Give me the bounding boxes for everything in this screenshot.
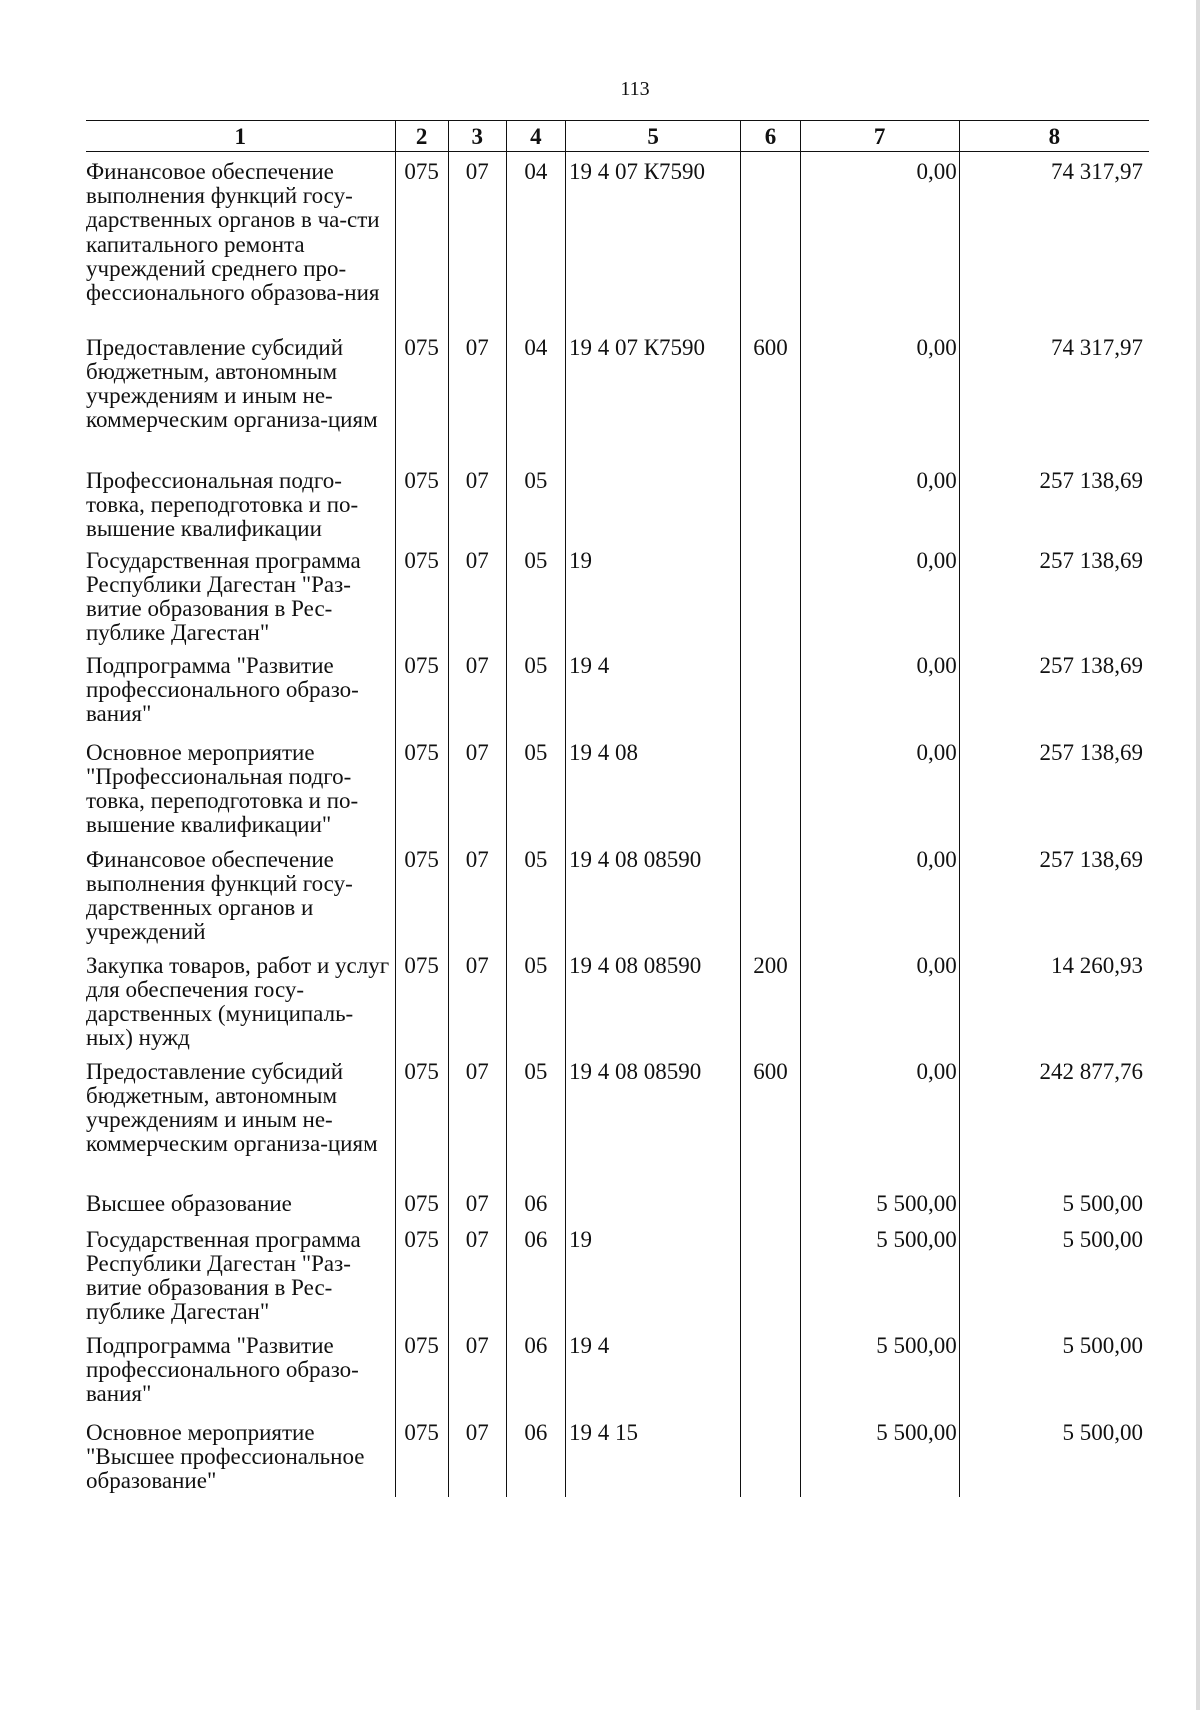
row-amount-8: 5 500,00 <box>959 1184 1149 1220</box>
row-subsection-code: 06 <box>506 1220 565 1326</box>
table-body <box>86 152 1149 1497</box>
row-expense-type: 600 <box>741 328 800 461</box>
row-name: Государственная программа Республики Дагестан "Раз-витие образования в Рес-публике Дагестан" <box>86 1227 361 1325</box>
row-subsection-code: 06 <box>506 1184 565 1220</box>
row-name: Государственная программа Республики Дагестан "Раз-витие образования в Рес-публике Дагестан" <box>86 548 361 646</box>
row-target-code: 19 4 15 <box>565 1413 740 1497</box>
row-admin-code: 075 <box>395 1184 448 1220</box>
row-admin-code: 075 <box>395 541 448 646</box>
row-subsection-code: 05 <box>506 946 565 1052</box>
row-name: Финансовое обеспечение выполнения функций госу-дарственных органов в ча-сти капитального ремонта учреждений среднего про-фессионального образова-ния <box>86 159 380 305</box>
row-target-code: 19 4 08 08590 <box>565 840 740 946</box>
header-col-8: 8 <box>959 121 1149 152</box>
row-section-code: 07 <box>448 1184 506 1220</box>
table-row <box>86 328 1149 461</box>
row-section-code: 07 <box>448 646 506 733</box>
row-name: Подпрограмма "Развитие профессионального образо-вания" <box>86 653 359 727</box>
row-expense-type: 600 <box>741 1052 800 1184</box>
row-expense-type <box>741 1326 800 1413</box>
row-target-code: 19 4 08 08590 <box>565 1052 740 1184</box>
row-admin-code: 075 <box>395 152 448 328</box>
row-admin-code: 075 <box>395 1052 448 1184</box>
row-admin-code: 075 <box>395 840 448 946</box>
row-subsection-code: 05 <box>506 541 565 646</box>
row-amount-8: 74 317,97 <box>959 328 1149 461</box>
row-expense-type <box>741 646 800 733</box>
row-subsection-code: 04 <box>506 328 565 461</box>
row-amount-7: 0,00 <box>800 733 959 840</box>
row-amount-7: 0,00 <box>800 328 959 461</box>
row-section-code: 07 <box>448 840 506 946</box>
header-col-7: 7 <box>800 121 959 152</box>
row-amount-7: 0,00 <box>800 461 959 541</box>
table-row <box>86 946 1149 1052</box>
row-subsection-code: 05 <box>506 1052 565 1184</box>
row-section-code: 07 <box>448 1413 506 1497</box>
row-subsection-code: 06 <box>506 1326 565 1413</box>
row-section-code: 07 <box>448 1052 506 1184</box>
table-row <box>86 646 1149 733</box>
row-name: Предоставление субсидий бюджетным, автономным учреждениям и иным не-коммерческим организа-циям <box>86 334 378 433</box>
row-target-code: 19 4 08 <box>565 733 740 840</box>
row-name: Закупка товаров, работ и услуг для обеспечения госу-дарственных (муниципаль-ных) нужд <box>86 953 390 1051</box>
row-amount-8: 5 500,00 <box>959 1413 1149 1497</box>
row-section-code: 07 <box>448 152 506 328</box>
row-admin-code: 075 <box>395 461 448 541</box>
row-expense-type <box>741 152 800 328</box>
row-amount-8: 5 500,00 <box>959 1220 1149 1326</box>
row-admin-code: 075 <box>395 646 448 733</box>
table-row <box>86 152 1149 328</box>
row-amount-7: 0,00 <box>800 946 959 1052</box>
row-amount-7: 0,00 <box>800 646 959 733</box>
row-name: Подпрограмма "Развитие профессионального образо-вания" <box>86 1333 359 1407</box>
row-amount-7: 0,00 <box>800 541 959 646</box>
table-row <box>86 1220 1149 1326</box>
row-amount-8: 257 138,69 <box>959 733 1149 840</box>
table-row <box>86 840 1149 946</box>
row-amount-8: 257 138,69 <box>959 840 1149 946</box>
row-admin-code: 075 <box>395 1326 448 1413</box>
row-name: Финансовое обеспечение выполнения функций госу-дарственных органов и учреждений <box>86 847 353 945</box>
row-admin-code: 075 <box>395 1413 448 1497</box>
row-section-code: 07 <box>448 1326 506 1413</box>
row-section-code: 07 <box>448 1220 506 1326</box>
row-name: Основное мероприятие "Профессиональная подго-товка, переподготовка и по-вышение квалификации" <box>86 740 359 838</box>
row-section-code: 07 <box>448 946 506 1052</box>
table-row <box>86 733 1149 840</box>
header-col-2: 2 <box>395 121 448 152</box>
budget-table <box>86 120 1149 1497</box>
row-amount-7: 5 500,00 <box>800 1220 959 1326</box>
row-admin-code: 075 <box>395 946 448 1052</box>
row-expense-type <box>741 840 800 946</box>
header-col-5: 5 <box>565 121 740 152</box>
row-admin-code: 075 <box>395 1220 448 1326</box>
row-target-code: 19 4 <box>565 646 740 733</box>
row-subsection-code: 06 <box>506 1413 565 1497</box>
row-expense-type: 200 <box>741 946 800 1052</box>
row-amount-8: 257 138,69 <box>959 461 1149 541</box>
row-admin-code: 075 <box>395 733 448 840</box>
row-target-code: 19 <box>565 541 740 646</box>
header-col-4: 4 <box>506 121 565 152</box>
row-target-code: 19 <box>565 1220 740 1326</box>
header-row <box>86 121 1149 152</box>
row-expense-type <box>741 1184 800 1220</box>
table-row <box>86 1413 1149 1497</box>
row-amount-7: 0,00 <box>800 840 959 946</box>
row-subsection-code: 05 <box>506 840 565 946</box>
table-row <box>86 1052 1149 1184</box>
row-section-code: 07 <box>448 461 506 541</box>
row-amount-8: 242 877,76 <box>959 1052 1149 1184</box>
row-amount-8: 14 260,93 <box>959 946 1149 1052</box>
row-expense-type <box>741 541 800 646</box>
table-header <box>86 121 1149 152</box>
page-number: 113 <box>620 78 650 100</box>
row-target-code: 19 4 08 08590 <box>565 946 740 1052</box>
row-amount-8: 257 138,69 <box>959 646 1149 733</box>
row-subsection-code: 05 <box>506 461 565 541</box>
row-target-code: 19 4 07 К7590 <box>565 152 740 328</box>
row-target-code: 19 4 <box>565 1326 740 1413</box>
row-name: Основное мероприятие "Высшее профессиональное образование" <box>86 1420 365 1494</box>
header-col-6: 6 <box>741 121 800 152</box>
row-name: Высшее образование <box>86 1191 292 1217</box>
row-admin-code: 075 <box>395 328 448 461</box>
row-expense-type <box>741 733 800 840</box>
row-section-code: 07 <box>448 328 506 461</box>
row-name: Предоставление субсидий бюджетным, автономным учреждениям и иным не-коммерческим организа-циям <box>86 1059 378 1157</box>
header-col-3: 3 <box>448 121 506 152</box>
header-col-1: 1 <box>86 121 395 152</box>
row-expense-type <box>741 1220 800 1326</box>
row-target-code <box>565 461 740 541</box>
row-amount-8: 5 500,00 <box>959 1326 1149 1413</box>
row-expense-type <box>741 1413 800 1497</box>
row-amount-8: 74 317,97 <box>959 152 1149 328</box>
table-row <box>86 461 1149 541</box>
row-amount-7: 5 500,00 <box>800 1326 959 1413</box>
scan-edge <box>1196 0 1200 1710</box>
row-expense-type <box>741 461 800 541</box>
row-target-code <box>565 1184 740 1220</box>
row-section-code: 07 <box>448 733 506 840</box>
row-name: Профессиональная подго-товка, переподготовка и по-вышение квалификации <box>86 467 359 541</box>
table-row <box>86 541 1149 646</box>
row-amount-7: 0,00 <box>800 152 959 328</box>
row-subsection-code: 04 <box>506 152 565 328</box>
row-subsection-code: 05 <box>506 733 565 840</box>
row-amount-7: 0,00 <box>800 1052 959 1184</box>
row-subsection-code: 05 <box>506 646 565 733</box>
row-amount-8: 257 138,69 <box>959 541 1149 646</box>
row-amount-7: 5 500,00 <box>800 1184 959 1220</box>
row-target-code: 19 4 07 К7590 <box>565 328 740 461</box>
row-amount-7: 5 500,00 <box>800 1413 959 1497</box>
row-section-code: 07 <box>448 541 506 646</box>
table-row <box>86 1184 1149 1220</box>
table-row <box>86 1326 1149 1413</box>
